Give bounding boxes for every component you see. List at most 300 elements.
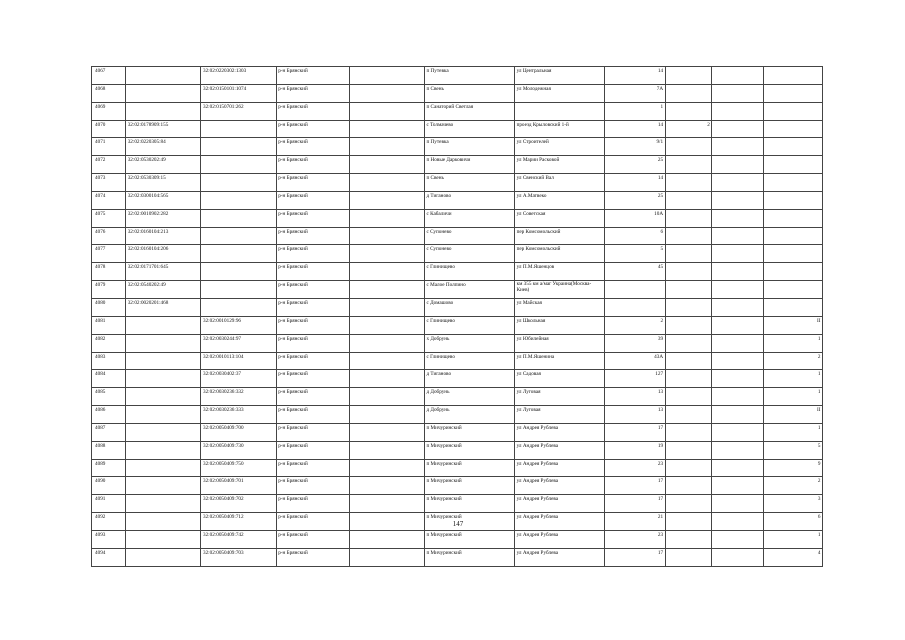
row-number-cell: 4070 [92, 120, 126, 138]
building-cell [665, 245, 712, 263]
cadastral-number-cell [126, 370, 201, 388]
house-number-cell: 2 [605, 316, 665, 334]
house-number-cell: 14 [605, 67, 665, 85]
street-cell: ул А.Матвеко [515, 191, 605, 209]
building-cell [665, 298, 712, 316]
parent-cadastral-cell [201, 263, 276, 281]
row-number-cell: 4074 [92, 191, 126, 209]
district-cell: р-н Брянский [276, 67, 349, 85]
settlement-type-cell [349, 102, 424, 120]
structure-cell [712, 477, 763, 495]
building-cell [665, 548, 712, 566]
parent-cadastral-cell: 32:02:0220302:1303 [201, 67, 276, 85]
district-cell: р-н Брянский [276, 495, 349, 513]
parent-cadastral-cell: 32:02:0030236:333 [201, 406, 276, 424]
row-number-cell: 4086 [92, 406, 126, 424]
table-row [92, 298, 823, 316]
apartment-cell [763, 138, 822, 156]
row-number-cell: 4085 [92, 388, 126, 406]
apartment-cell: 1 [763, 370, 822, 388]
structure-cell [712, 245, 763, 263]
street-cell: ул Марии Расковой [515, 156, 605, 174]
row-number-cell: 4078 [92, 263, 126, 281]
cadastral-number-cell: 32:02:0530202:49 [126, 156, 201, 174]
cadastral-number-cell [126, 388, 201, 406]
settlement-type-cell [349, 245, 424, 263]
building-cell [665, 513, 712, 531]
district-cell: р-н Брянский [276, 441, 349, 459]
cadastral-number-cell [126, 530, 201, 548]
district-cell: р-н Брянский [276, 477, 349, 495]
parent-cadastral-cell: 32:02:0050409:701 [201, 477, 276, 495]
cadastral-number-cell [126, 102, 201, 120]
parent-cadastral-cell: 32:02:0050409:700 [201, 423, 276, 441]
parent-cadastral-cell: 32:02:0030244:97 [201, 334, 276, 352]
street-cell: ул Садовая [515, 370, 605, 388]
apartment-cell [763, 120, 822, 138]
street-cell: ул Андрея Рублева [515, 495, 605, 513]
structure-cell [712, 352, 763, 370]
settlement-type-cell [349, 227, 424, 245]
house-number-cell: 17 [605, 477, 665, 495]
structure-cell [712, 263, 763, 281]
structure-cell [712, 495, 763, 513]
apartment-cell: II [763, 316, 822, 334]
building-cell [665, 174, 712, 192]
street-cell: ул Молодежная [515, 84, 605, 102]
parent-cadastral-cell [201, 120, 276, 138]
structure-cell [712, 530, 763, 548]
apartment-cell: 1 [763, 530, 822, 548]
structure-cell [712, 120, 763, 138]
locality-cell: д Добрунь [424, 406, 514, 424]
house-number-cell: 6 [605, 227, 665, 245]
table-row [92, 530, 823, 548]
parent-cadastral-cell [201, 191, 276, 209]
structure-cell [712, 209, 763, 227]
locality-cell: с Глинищево [424, 316, 514, 334]
building-cell [665, 477, 712, 495]
table-row [92, 316, 823, 334]
house-number-cell: 23 [605, 530, 665, 548]
settlement-type-cell [349, 352, 424, 370]
cadastral-number-cell: 32:02:0220305:84 [126, 138, 201, 156]
table-row [92, 370, 823, 388]
house-number-cell: 25 [605, 191, 665, 209]
cadastral-number-cell [126, 459, 201, 477]
parent-cadastral-cell: 32:02:0050409:712 [201, 513, 276, 531]
street-cell: ул Школьная [515, 316, 605, 334]
district-cell: р-н Брянский [276, 298, 349, 316]
locality-cell: п Мичуринский [424, 477, 514, 495]
row-number-cell: 4091 [92, 495, 126, 513]
parent-cadastral-cell [201, 227, 276, 245]
district-cell: р-н Брянский [276, 530, 349, 548]
structure-cell [712, 459, 763, 477]
table-row [92, 548, 823, 566]
table-row [92, 334, 823, 352]
cadastral-number-cell [126, 477, 201, 495]
structure-cell [712, 406, 763, 424]
table-row [92, 423, 823, 441]
district-cell: р-н Брянский [276, 370, 349, 388]
district-cell: р-н Брянский [276, 459, 349, 477]
district-cell: р-н Брянский [276, 388, 349, 406]
apartment-cell: 2 [763, 352, 822, 370]
settlement-type-cell [349, 156, 424, 174]
house-number-cell: 21 [605, 513, 665, 531]
structure-cell [712, 370, 763, 388]
district-cell: р-н Брянский [276, 84, 349, 102]
cadastral-number-cell [126, 352, 201, 370]
table-body [92, 67, 823, 567]
street-cell: ул П.М.Яшенина [515, 352, 605, 370]
parent-cadastral-cell [201, 156, 276, 174]
street-cell: проезд Крыловский 1-й [515, 120, 605, 138]
structure-cell [712, 548, 763, 566]
house-number-cell: 39 [605, 334, 665, 352]
cadastral-number-cell [126, 423, 201, 441]
locality-cell: х Добрунь [424, 334, 514, 352]
cadastral-number-cell: 32:02:0160104:206 [126, 245, 201, 263]
locality-cell: п Мичуринский [424, 513, 514, 531]
apartment-cell [763, 263, 822, 281]
locality-cell: п Мичуринский [424, 423, 514, 441]
locality-cell: д Добрунь [424, 388, 514, 406]
street-cell: ул Свенский Вал [515, 174, 605, 192]
cadastral-number-cell: 32:02:0160104:213 [126, 227, 201, 245]
settlement-type-cell [349, 423, 424, 441]
locality-cell: с Толмачево [424, 120, 514, 138]
parent-cadastral-cell: 32:02:0050409:730 [201, 441, 276, 459]
house-number-cell: 5 [605, 245, 665, 263]
street-cell: км 355 км а/маг Украина(Москва-Киев) [515, 281, 605, 299]
apartment-cell: 1 [763, 423, 822, 441]
settlement-type-cell [349, 406, 424, 424]
structure-cell [712, 227, 763, 245]
table-row [92, 84, 823, 102]
street-cell: ул Строителей [515, 138, 605, 156]
street-cell: ул Андрея Рублева [515, 530, 605, 548]
house-number-cell: 7А [605, 84, 665, 102]
locality-cell: с Кабаличи [424, 209, 514, 227]
structure-cell [712, 316, 763, 334]
locality-cell: п Путевка [424, 67, 514, 85]
parent-cadastral-cell: 32:02:0150701:262 [201, 102, 276, 120]
district-cell: р-н Брянский [276, 334, 349, 352]
street-cell: ул Юбилейная [515, 334, 605, 352]
street-cell: ул Андрея Рублева [515, 477, 605, 495]
cadastral-number-cell [126, 334, 201, 352]
apartment-cell: 9 [763, 459, 822, 477]
cadastral-number-cell: 32:02:0300104:565 [126, 191, 201, 209]
cadastral-number-cell [126, 495, 201, 513]
structure-cell [712, 334, 763, 352]
district-cell: р-н Брянский [276, 352, 349, 370]
row-number-cell: 4080 [92, 298, 126, 316]
settlement-type-cell [349, 298, 424, 316]
structure-cell [712, 191, 763, 209]
apartment-cell: II [763, 406, 822, 424]
cadastral-number-cell [126, 406, 201, 424]
row-number-cell: 4069 [92, 102, 126, 120]
building-cell: 2 [665, 120, 712, 138]
building-cell [665, 84, 712, 102]
cadastral-number-cell: 32:02:0530309:15 [126, 174, 201, 192]
house-number-cell: 19 [605, 441, 665, 459]
parent-cadastral-cell [201, 281, 276, 299]
building-cell [665, 156, 712, 174]
apartment-cell [763, 281, 822, 299]
building-cell [665, 138, 712, 156]
apartment-cell [763, 156, 822, 174]
locality-cell: д Тиганово [424, 370, 514, 388]
apartment-cell [763, 191, 822, 209]
locality-cell: п Мичуринский [424, 459, 514, 477]
apartment-cell [763, 102, 822, 120]
cadastral-number-cell: 32:02:0540202:49 [126, 281, 201, 299]
row-number-cell: 4094 [92, 548, 126, 566]
locality-cell: с Глинищево [424, 352, 514, 370]
settlement-type-cell [349, 84, 424, 102]
row-number-cell: 4082 [92, 334, 126, 352]
settlement-type-cell [349, 441, 424, 459]
settlement-type-cell [349, 477, 424, 495]
apartment-cell [763, 209, 822, 227]
row-number-cell: 4092 [92, 513, 126, 531]
district-cell: р-н Брянский [276, 316, 349, 334]
house-number-cell [605, 281, 665, 299]
building-cell [665, 530, 712, 548]
parent-cadastral-cell: 32:02:0030402:37 [201, 370, 276, 388]
settlement-type-cell [349, 174, 424, 192]
table-row [92, 67, 823, 85]
page-number: 147 [452, 520, 464, 528]
table-row [92, 477, 823, 495]
registry-table [91, 66, 823, 567]
house-number-cell: 45 [605, 263, 665, 281]
row-number-cell: 4081 [92, 316, 126, 334]
settlement-type-cell [349, 459, 424, 477]
structure-cell [712, 174, 763, 192]
house-number-cell: 14 [605, 120, 665, 138]
parent-cadastral-cell: 32:02:0030236:332 [201, 388, 276, 406]
building-cell [665, 441, 712, 459]
cadastral-number-cell [126, 84, 201, 102]
building-cell [665, 352, 712, 370]
district-cell: р-н Брянский [276, 263, 349, 281]
locality-cell: п Свень [424, 174, 514, 192]
house-number-cell: 17 [605, 495, 665, 513]
locality-cell: п Мичуринский [424, 441, 514, 459]
house-number-cell: 1 [605, 102, 665, 120]
district-cell: р-н Брянский [276, 548, 349, 566]
row-number-cell: 4093 [92, 530, 126, 548]
cadastral-number-cell [126, 67, 201, 85]
apartment-cell: 2 [763, 477, 822, 495]
apartment-cell: 6 [763, 513, 822, 531]
street-cell: ул П.М.Яшенцов [515, 263, 605, 281]
settlement-type-cell [349, 316, 424, 334]
settlement-type-cell [349, 495, 424, 513]
district-cell: р-н Брянский [276, 513, 349, 531]
apartment-cell [763, 227, 822, 245]
settlement-type-cell [349, 209, 424, 227]
building-cell [665, 209, 712, 227]
structure-cell [712, 423, 763, 441]
structure-cell [712, 388, 763, 406]
table-row [92, 352, 823, 370]
settlement-type-cell [349, 120, 424, 138]
structure-cell [712, 102, 763, 120]
street-cell: ул Андрея Рублева [515, 441, 605, 459]
apartment-cell: 4 [763, 548, 822, 566]
table-row [92, 174, 823, 192]
locality-cell: п Путевка [424, 138, 514, 156]
structure-cell [712, 67, 763, 85]
district-cell: р-н Брянский [276, 209, 349, 227]
settlement-type-cell [349, 388, 424, 406]
locality-cell: п Санаторий Светлая [424, 102, 514, 120]
parent-cadastral-cell: 32:02:0050409:703 [201, 548, 276, 566]
district-cell: р-н Брянский [276, 191, 349, 209]
row-number-cell: 4090 [92, 477, 126, 495]
settlement-type-cell [349, 334, 424, 352]
district-cell: р-н Брянский [276, 227, 349, 245]
house-number-cell: 10А [605, 209, 665, 227]
street-cell [515, 102, 605, 120]
street-cell: ул Центральная [515, 67, 605, 85]
structure-cell [712, 298, 763, 316]
table-row [92, 281, 823, 299]
locality-cell: с Домашово [424, 298, 514, 316]
table-row [92, 191, 823, 209]
building-cell [665, 388, 712, 406]
structure-cell [712, 441, 763, 459]
table-row [92, 263, 823, 281]
parent-cadastral-cell: 32:02:0010129:96 [201, 316, 276, 334]
row-number-cell: 4075 [92, 209, 126, 227]
settlement-type-cell [349, 138, 424, 156]
structure-cell [712, 513, 763, 531]
table-row [92, 388, 823, 406]
apartment-cell [763, 245, 822, 263]
row-number-cell: 4088 [92, 441, 126, 459]
street-cell: ул Андрея Рублева [515, 548, 605, 566]
table-row [92, 120, 823, 138]
house-number-cell: 23 [605, 459, 665, 477]
house-number-cell: 13 [605, 406, 665, 424]
settlement-type-cell [349, 370, 424, 388]
street-cell: ул Андрея Рублева [515, 513, 605, 531]
locality-cell: с Супонево [424, 227, 514, 245]
structure-cell [712, 138, 763, 156]
parent-cadastral-cell [201, 245, 276, 263]
parent-cadastral-cell: 32:02:0050409:742 [201, 530, 276, 548]
row-number-cell: 4076 [92, 227, 126, 245]
table-row [92, 406, 823, 424]
district-cell: р-н Брянский [276, 423, 349, 441]
cadastral-number-cell [126, 316, 201, 334]
street-cell: ул Луговая [515, 406, 605, 424]
row-number-cell: 4087 [92, 423, 126, 441]
parent-cadastral-cell [201, 209, 276, 227]
apartment-cell: 3 [763, 495, 822, 513]
building-cell [665, 281, 712, 299]
building-cell [665, 67, 712, 85]
row-number-cell: 4068 [92, 84, 126, 102]
parent-cadastral-cell: 32:02:0150101:1074 [201, 84, 276, 102]
cadastral-number-cell [126, 548, 201, 566]
row-number-cell: 4083 [92, 352, 126, 370]
apartment-cell: 5 [763, 441, 822, 459]
settlement-type-cell [349, 281, 424, 299]
locality-cell: п Новые Дарковичи [424, 156, 514, 174]
district-cell: р-н Брянский [276, 120, 349, 138]
apartment-cell: 1 [763, 334, 822, 352]
street-cell: ул Андрея Рублева [515, 459, 605, 477]
parent-cadastral-cell [201, 138, 276, 156]
row-number-cell: 4084 [92, 370, 126, 388]
house-number-cell: 14 [605, 174, 665, 192]
table-row [92, 156, 823, 174]
locality-cell: п Свень [424, 84, 514, 102]
street-cell: пер Комсомольский [515, 245, 605, 263]
table-row [92, 227, 823, 245]
building-cell [665, 459, 712, 477]
street-cell: ул Андрея Рублева [515, 423, 605, 441]
building-cell [665, 263, 712, 281]
district-cell: р-н Брянский [276, 174, 349, 192]
locality-cell: с Супонево [424, 245, 514, 263]
locality-cell: д Тиганово [424, 191, 514, 209]
district-cell: р-н Брянский [276, 406, 349, 424]
building-cell [665, 102, 712, 120]
building-cell [665, 406, 712, 424]
structure-cell [712, 84, 763, 102]
district-cell: р-н Брянский [276, 245, 349, 263]
settlement-type-cell [349, 530, 424, 548]
settlement-type-cell [349, 191, 424, 209]
house-number-cell: 25 [605, 156, 665, 174]
street-cell: пер Комсомольский [515, 227, 605, 245]
table-row [92, 138, 823, 156]
settlement-type-cell [349, 263, 424, 281]
parent-cadastral-cell: 32:02:0010113:104 [201, 352, 276, 370]
street-cell: ул Луговая [515, 388, 605, 406]
settlement-type-cell [349, 548, 424, 566]
building-cell [665, 227, 712, 245]
house-number-cell: 17 [605, 548, 665, 566]
house-number-cell: 43А [605, 352, 665, 370]
district-cell: р-н Брянский [276, 156, 349, 174]
building-cell [665, 495, 712, 513]
table-row [92, 245, 823, 263]
parent-cadastral-cell [201, 298, 276, 316]
building-cell [665, 334, 712, 352]
district-cell: р-н Брянский [276, 281, 349, 299]
table-row [92, 441, 823, 459]
apartment-cell [763, 84, 822, 102]
apartment-cell: 1 [763, 388, 822, 406]
row-number-cell: 4072 [92, 156, 126, 174]
structure-cell [712, 156, 763, 174]
house-number-cell: 9/1 [605, 138, 665, 156]
settlement-type-cell [349, 513, 424, 531]
cadastral-number-cell: 32:02:0178909:155 [126, 120, 201, 138]
table-row [92, 459, 823, 477]
table-row [92, 102, 823, 120]
